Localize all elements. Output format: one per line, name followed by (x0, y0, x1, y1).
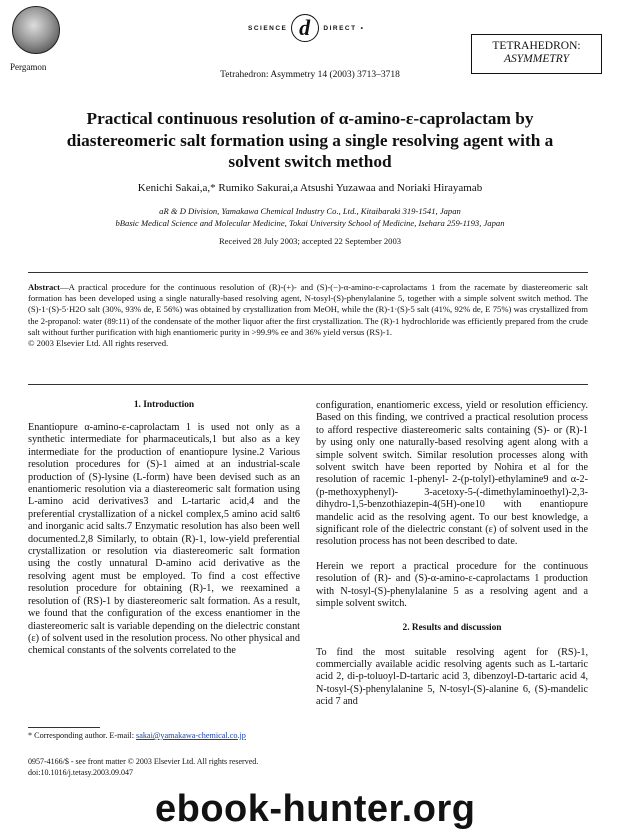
abstract-text: —A practical procedure for the continuous resolution of (R)-(+)- and (S)-(−)-α-amino-ε-caprolactams 1 from the racemate by diastereomeric salt formation has been developed using a single naturally-based resolving agent, N-tosyl-(S)-phenylalanine 5, together with a simple solvent switch method. The (S)-1·(S)-5·H2O salt (30%, 93% de, E 56%) was obtained by crystallization from MeOH, while the (R)-1·(S)-5 salt (41%, 92% de, E 75%) was crystallized from the 2-propanol: water (89:11) of the condensate of the mother liquor after the first crystallization. The (R)-1 hydrochloride was efficiently prepared from the crude salt without further purification with high enantiomeric purity in >99.9% ee and 36% yield versus (RS)-1. (28, 282, 588, 337)
publisher-name: Pergamon (10, 62, 47, 72)
corresponding-author-footnote (28, 731, 318, 740)
journal-citation: Tetrahedron: Asymmetry 14 (2003) 3713–3718 (220, 70, 400, 80)
continuation-paragraph: configuration, enantiomeric excess, yield or resolution efficiency. Based on this finding, we contrived a practical resolution process to afford respective diastereomeric salts containing (S)- or (R)-1 by using only one naturally-based resolving agent along with a simple solvent switch. Similar resolution processes along with solvent switch have been reported by Nohira et al for the resolution of racemic 1-phenyl- 2-(p-tolyl)-ethylamine9 and α-2-(p-methoxyphenyl)- 3-acetoxy-5-(-dimethylaminoethyl)-2,3-dihydro-1,5-benzothiazepin-4(5H)-one10 with enantiopure mandelic acid as the resolving agent. To our best knowledge, a significant role of the dielectric constant (ε) of solvent used in the resolution process has not been described to date. (316, 400, 588, 548)
affiliation-b: bBasic Medical Science and Molecular Medicine, Tokai University School of Medicine, Isehara 259-1193, Japan (115, 218, 505, 228)
abstract-bottom-rule (28, 384, 588, 385)
right-paragraph-1 (316, 400, 588, 549)
right-column (316, 400, 588, 709)
footnote-label: * Corresponding author. E-mail: (28, 731, 137, 740)
sd-logo-dot: • (360, 24, 365, 32)
journal-name-line1: TETRAHEDRON: (492, 40, 581, 52)
author-email-link[interactable]: sakai@yamakawa-chemical.co.jp (136, 731, 246, 740)
footnote-rule (28, 727, 100, 728)
author-list: Kenichi Sakai,a,* Rumiko Sakurai,a Atsushi Yuzawaa and Noriaki Hirayamab (137, 182, 483, 194)
abstract-top-rule (28, 272, 588, 273)
issn-text: 0957-4166/$ - see front matter © 2003 Elsevier Ltd. All rights reserved. (28, 757, 259, 766)
journal-name-box (471, 34, 602, 74)
copyright: © 2003 Elsevier Ltd. All rights reserved. (28, 338, 169, 349)
introduction-paragraph: Enantiopure α-amino-ε-caprolactam 1 is used not only as a synthetic intermediate for pharmaceuticals,1 but also as a key intermediate for the production of enantiopure lysine.2 Various resolution procedures for (S)-1 aimed at an industrial-scale production of (S)-lysine (L-form) have been devised such as an enantiomeric resolution via a diastereomeric salt formation using L-amino acid derivatives3 and L-tartaric acid,4 and the preferential crystallization of a nickel complex,5 amino acid salt6 and inorganic acid salts.7 Enzymatic resolution has also been well documented.2,8 Similarly, to obtain (R)-1, low-yield preferential crystallization or resolution via diastereomeric salt formation using the costly unnatural D-amino acid derivative as the resolving agent must be employed. To find a cost effective resolution procedure for obtaining (R)-1, we reexamined a resolution of (RS)-1 by diastereomeric salt formation. As a result, we found that the configuration of the excess enantiomer in the diastereomeric salt is variable depending on the dielectric constant (ε) of solvent used in the resolution process. No other physical and chemical constants of the solvents correlated to the (28, 422, 300, 657)
watermark: ebook-hunter.org (155, 788, 476, 830)
left-column (28, 400, 300, 658)
affiliations (0, 205, 620, 229)
journal-name-line2: ASYMMETRY (504, 53, 569, 65)
section-heading-introduction: 1. Introduction (133, 400, 195, 410)
abstract (28, 282, 588, 349)
right-paragraph-2 (316, 561, 588, 611)
abstract-label: Abstract (28, 282, 60, 292)
article-title: Practical continuous resolution of α-amino-ε-caprolactam by diastereomeric salt formation using a single resolving agent with a solvent switch method (66, 109, 554, 171)
publisher-logo (12, 6, 60, 54)
herein-paragraph: Herein we report a practical procedure for the continuous resolution of (R)- and (S)-α-amino-ε-caprolactams 1 production with N-tosyl-(S)-phenylalanine 5 as a resolving agent and a simple solvent switch. (316, 560, 588, 610)
sciencedirect-logo (248, 14, 364, 42)
received-dates: Received 28 July 2003; accepted 22 September 2003 (218, 236, 402, 246)
sd-logo-left: SCIENCE (248, 24, 288, 32)
section-heading-results: 2. Results and discussion (402, 622, 502, 633)
sd-logo-right: DIRECT (323, 24, 357, 32)
affiliation-a: aR & D Division, Yamakawa Chemical Industry Co., Ltd., Kitaibaraki 319-1541, Japan (159, 206, 461, 216)
doi-text: doi:10.1016/j.tetasy.2003.09.047 (28, 768, 134, 777)
sd-logo-mark: d (291, 14, 319, 42)
issn-line (28, 756, 258, 778)
results-paragraph: To find the most suitable resolving agent for (RS)-1, commercially available acidic resolving agents such as L-tartaric acid 2, di-p-toluoyl-D-tartaric acid 3, dibenzoyl-D-tartaric acid 4, N-tosyl-(S)-phenylalanine 5, N-tosyl-(S)-alanine 6, (S)-mandelic acid 7 and (316, 646, 588, 708)
